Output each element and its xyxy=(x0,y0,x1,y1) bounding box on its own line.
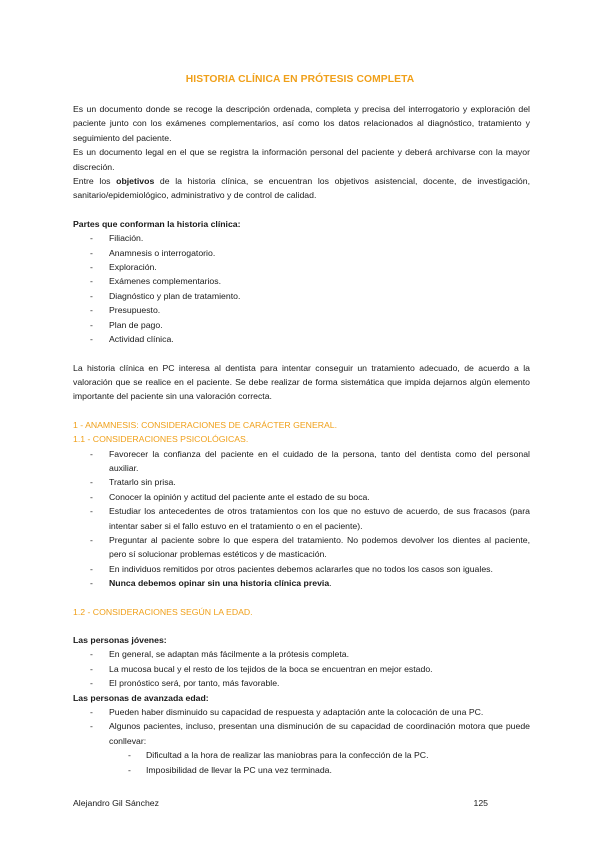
list-item: - Anamnesis o interrogatorio. xyxy=(73,246,530,260)
young-heading: Las personas jóvenes: xyxy=(73,635,167,645)
list-item xyxy=(73,576,530,590)
list-item: - Filiación. xyxy=(73,231,530,245)
intro-paragraph-2: Es un documento legal en el que se registra la información personal del paciente y deberá archivarse con la mayor discreción. xyxy=(73,147,530,172)
list-item: - Plan de pago. xyxy=(73,318,530,332)
list-item: - Diagnóstico y plan de tratamiento. xyxy=(73,289,530,303)
footer-author: Alejandro Gil Sánchez xyxy=(73,798,159,808)
document-title: HISTORIA CLÍNICA EN PRÓTESIS COMPLETA xyxy=(185,74,415,85)
old-heading: Las personas de avanzada edad: xyxy=(73,692,209,703)
list-item: - En general, se adaptan más fácilmente a la prótesis completa. xyxy=(73,647,530,661)
last-item-bold: Nunca debemos opinar sin una historia clínica previa xyxy=(109,578,330,589)
intro-paragraph-3 xyxy=(73,174,530,203)
list-item: - Imposibilidad de llevar la PC una vez terminada. xyxy=(73,763,530,777)
list-item: - Algunos pacientes, incluso, presentan una disminución de su capacidad de coordinación motora que puede conllevar: xyxy=(73,719,530,748)
pc-paragraph: La historia clínica en PC interesa al dentista para intentar conseguir un tratamiento adecuado, de acuerdo a la valoración que se realice en el paciente. Se debe realizar de forma sistemática que impida dejarnos algún elemento importante del paciente sin una valoración correcta. xyxy=(73,362,530,402)
list-item: - Tratarlo sin prisa. xyxy=(73,475,530,489)
list-item: - Conocer la opinión y actitud del paciente ante el estado de su boca. xyxy=(73,490,530,504)
list-item: - La mucosa bucal y el resto de los tejidos de la boca se encuentran en mejor estado. xyxy=(73,662,530,676)
section-1-2-heading: 1.2 - CONSIDERACIONES SEGÚN LA EDAD. xyxy=(73,606,253,617)
list-item: - Favorecer la confianza del paciente en el cuidado de la persona, tanto del dentista como del personal auxiliar. xyxy=(73,447,530,476)
list-item: - El pronóstico será, por tanto, más favorable. xyxy=(73,676,530,690)
list-item: - Estudiar los antecedentes de otros tratamientos con los que no estuvo de acuerdo, de sus fracasos (para intentar saber si el fallo estuvo en el tratamiento o en el paciente). xyxy=(73,504,530,533)
young-list xyxy=(73,647,530,690)
section-1-1-heading: 1.1 - CONSIDERACIONES PSICOLÓGICAS. xyxy=(73,434,249,445)
old-sub-list xyxy=(73,748,530,777)
partes-heading: Partes que conforman la historia clínica: xyxy=(73,218,241,229)
old-list xyxy=(73,705,530,748)
partes-list xyxy=(73,231,530,346)
last-item-tail: . xyxy=(329,578,332,589)
list-item: - Exploración. xyxy=(73,260,530,274)
objectives-bold: objetivos xyxy=(116,176,155,187)
list-item: - Actividad clínica. xyxy=(73,332,530,346)
document-body xyxy=(73,102,530,777)
section-1-heading: 1 - ANAMNESIS: CONSIDERACIONES DE CARÁCTER GENERAL. xyxy=(73,419,338,430)
list-item: - Preguntar al paciente sobre lo que espera del tratamiento. No podemos devolver los dientes al paciente, pero sí solucionar problemas estéticos y de masticación. xyxy=(73,533,530,562)
objectives-suffix: de la historia clínica, se encuentran los objetivos asistencial, docente, de investigación, sanitario/epidemiológico, administrativo y de control de calidad. xyxy=(73,176,530,201)
psychological-list xyxy=(73,447,530,591)
objectives-prefix: Entre los xyxy=(73,176,117,187)
list-item: - Presupuesto. xyxy=(73,303,530,317)
list-item: - Dificultad a la hora de realizar las maniobras para la confección de la PC. xyxy=(73,748,530,762)
list-item: - Exámenes complementarios. xyxy=(73,274,530,288)
page-number: 125 xyxy=(473,798,488,808)
intro-paragraph-1: Es un documento donde se recoge la descripción ordenada, completa y precisa del interrogatorio y exploración del paciente junto con los exámenes complementarios, así como los datos relacionados al diagnóstico, tratamiento y seguimiento del paciente. xyxy=(73,104,530,143)
list-item: - Pueden haber disminuido su capacidad de respuesta y adaptación ante la colocación de una PC. xyxy=(73,705,530,719)
list-item: - En individuos remitidos por otros pacientes debemos aclararles que no todos los casos son iguales. xyxy=(73,562,530,576)
